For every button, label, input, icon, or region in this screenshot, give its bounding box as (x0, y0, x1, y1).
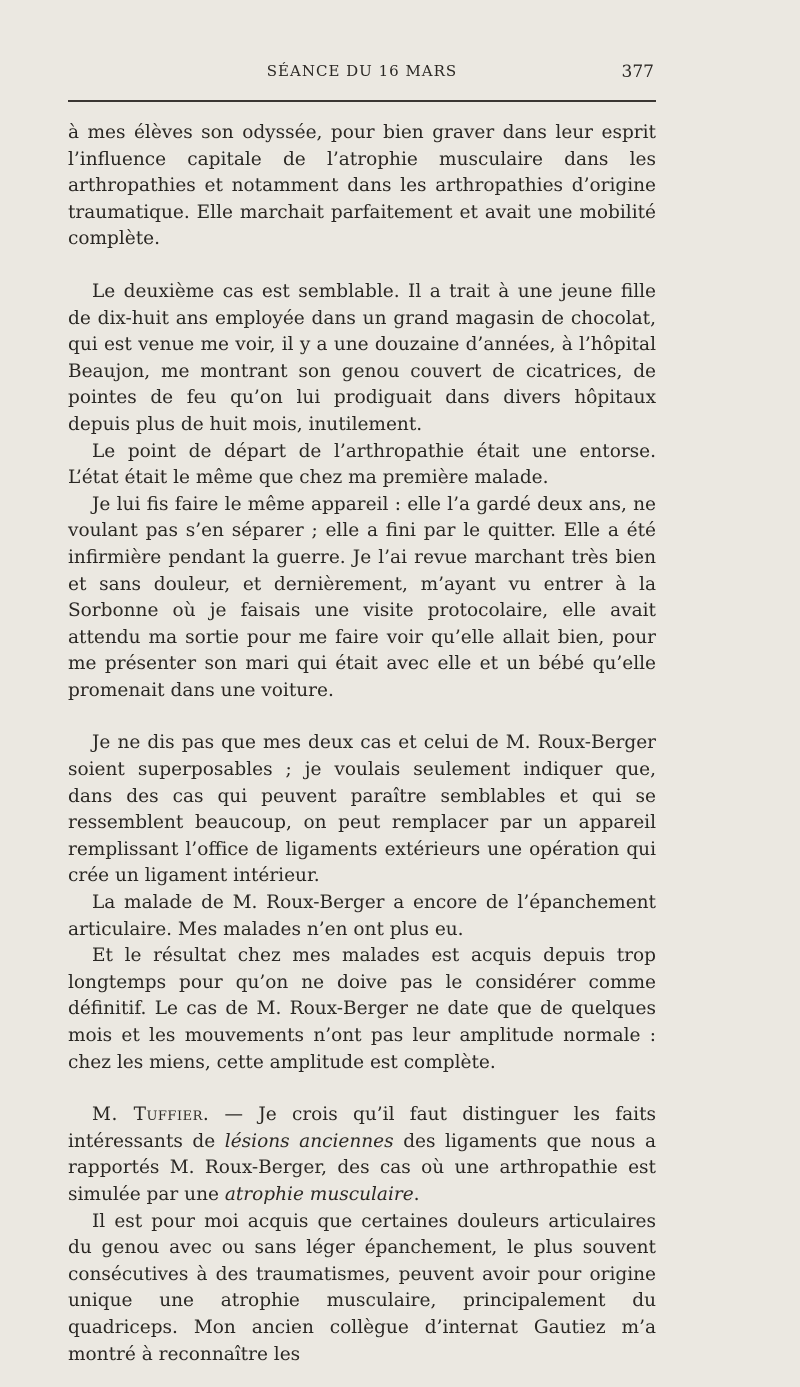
page-header (68, 62, 656, 88)
paragraph: La malade de M. Roux-Berger a encore de l’épanchement articulaire. Mes malades n’en ont plus eu. (68, 892, 656, 940)
speaker-name: M. Tuffier. (92, 1104, 210, 1126)
page-number: 377 (621, 62, 654, 82)
text-run: des ligaments que nous a rapportés M. Roux-Berger, des cas où une arthropathie est simulée par une (68, 1130, 656, 1205)
body-text (68, 120, 656, 1368)
paragraph: Je ne dis pas que mes deux cas et celui de M. Roux-Berger soient superposables ; je voulais seulement indiquer que, dans des cas qui peuvent paraître semblables et qui se ressemblent beaucoup, on peut remplacer par un appareil remplissant l’office de ligaments extérieurs une opération qui crée un ligament intérieur. (68, 732, 656, 887)
running-head: SÉANCE DU 16 MARS (266, 62, 458, 80)
paragraph: Le deuxième cas est semblable. Il a trait à une jeune fille de dix-huit ans employée dans un grand magasin de chocolat, qui est venue me voir, il y a une douzaine d’années, à l’hôpital Beaujon, me montrant son genou couvert de cicatrices, de pointes de feu qu’on lui prodiguait dans divers hôpitaux depuis plus de huit mois, inutilement. (68, 280, 656, 435)
italic-run: lésions anciennes (224, 1130, 394, 1152)
italic-run: atrophie musculaire (224, 1183, 414, 1205)
paragraph: à mes élèves son odyssée, pour bien graver dans leur esprit l’influence capitale de l’atrophie musculaire dans les arthropathies et notamment dans les arthropathies d’origine traumatique. Elle marchait parfaitement et avait une mobilité complète. (68, 122, 656, 250)
paragraph: Il est pour moi acquis que certaines douleurs articulaires du genou avec ou sans léger épanchement, le plus souvent consécutives à des traumatismes, peuvent avoir pour origine unique une atrophie musculaire, principalement du quadriceps. Mon ancien collègue d’internat Gautiez m’a montré à reconnaître les (68, 1210, 656, 1365)
text-run: — Je crois qu’il faut distinguer les faits intéressants de (68, 1104, 656, 1152)
speaker-paragraph (68, 1102, 656, 1208)
text-run: . (413, 1183, 420, 1205)
paragraph: Je lui fis faire le même appareil : elle l’a gardé deux ans, ne voulant pas s’en séparer ; elle a fini par le quitter. Elle a été infirmière pendant la guerre. Je l’ai revue marchant très bien et sans douleur, et dernièrement, m’ayant vu entrer à la Sorbonne où je faisais une visite protocolaire, elle avait attendu ma sortie pour me faire voir qu’elle allait bien, pour me présenter son mari qui était avec elle et un bébé qu’elle promenait dans une voiture. (68, 493, 656, 701)
paragraph: Et le résultat chez mes malades est acquis depuis trop longtemps pour qu’on ne doive pas le considérer comme définitif. Le cas de M. Roux-Berger ne date que de quelques mois et les mouvements n’ont pas leur amplitude normale : chez les miens, cette amplitude est complète. (68, 945, 656, 1073)
header-rule (68, 100, 656, 102)
paragraph: Le point de départ de l’arthropathie était une entorse. L’état était le même que chez ma première malade. (68, 440, 656, 489)
